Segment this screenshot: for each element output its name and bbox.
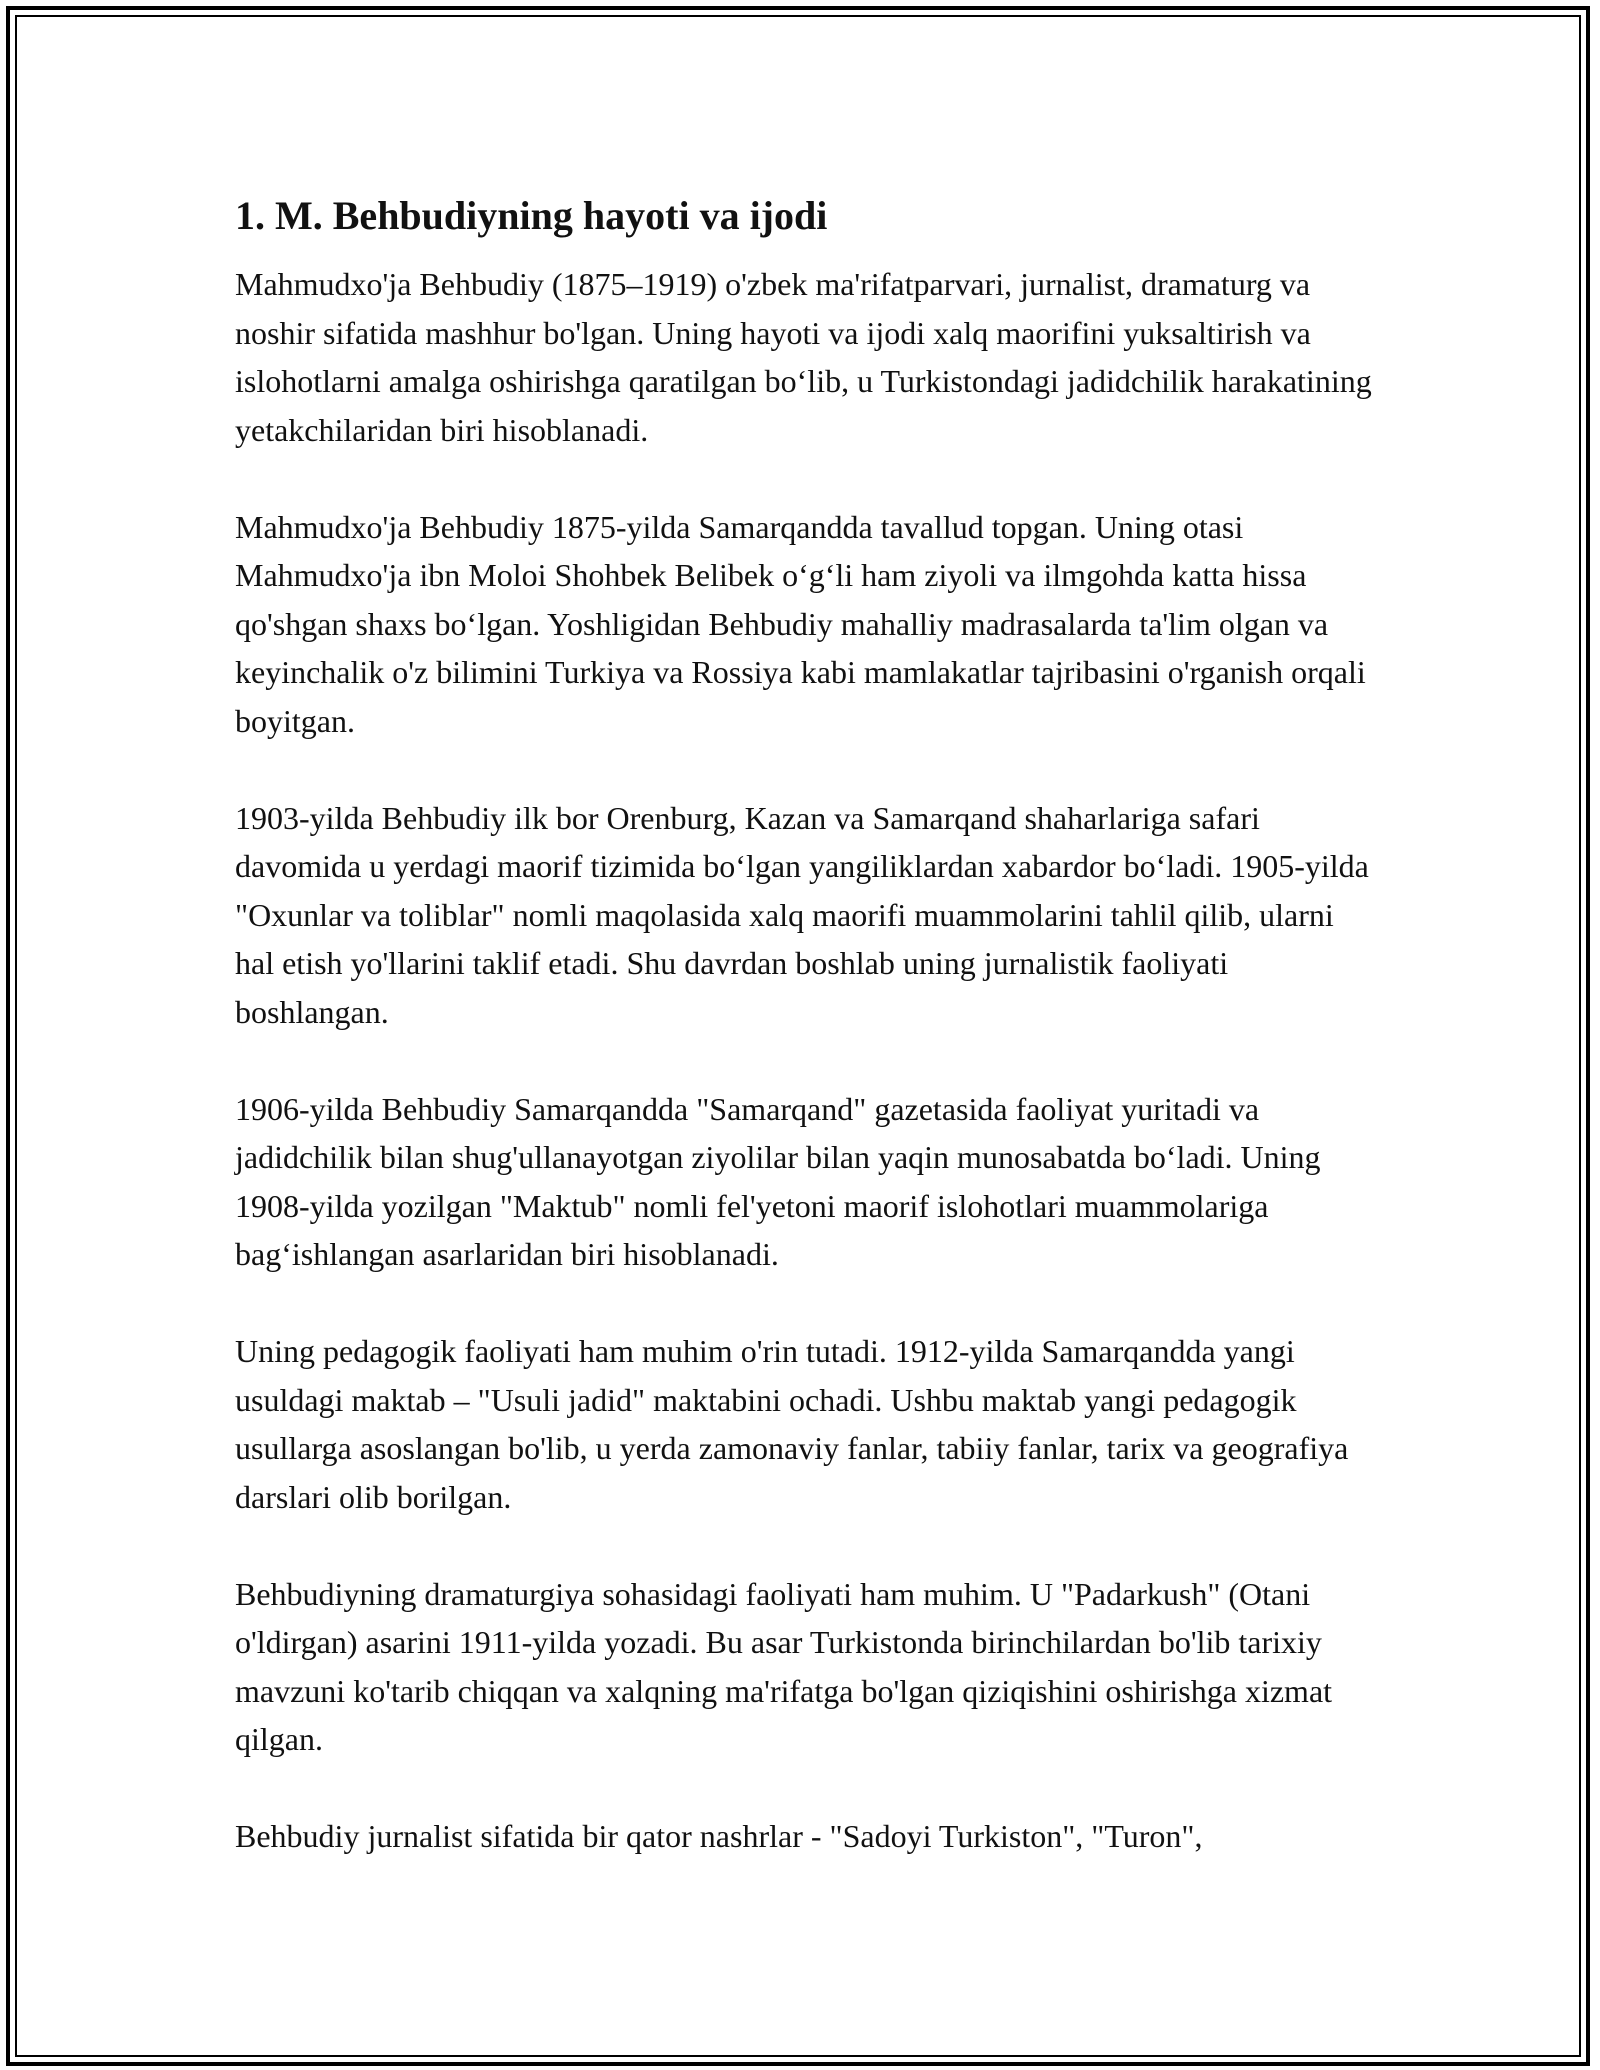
paragraph-drama: Behbudiyning dramaturgiya sohasidagi faoliyati ham muhim. U "Padarkush" (Otani o'ldirgan) asarini 1911-yilda yozadi. Bu asar Turkistonda birinchilardan bo'lib tarixiy mavzuni ko'tarib chiqqan va xalqning ma'rifatga bo'lgan qiziqishini oshirishga xizmat qilgan. [235,1575,1333,1757]
paragraph-pedagogy: Uning pedagogik faoliyati ham muhim o'rin tutadi. 1912-yilda Samarqandda yangi usuldagi maktab – "Usuli jadid" maktabini ochadi. Ushbu maktab yangi pedagogik usullarga asoslangan bo'lib, u yerda zamonaviy fanlar, tabiiy fanlar, tarix va geografiya darslari olib borilgan. [235,1333,1349,1515]
paragraph-journalism: Behbudiy jurnalist sifatida bir qator nashrlar - "Sadoyi Turkiston", "Turon", [235,1818,1203,1854]
document-body [235,190,1375,1909]
paragraph-intro: Mahmudxo'ja Behbudiy (1875–1919) o'zbek ma'rifatparvari, jurnalist, dramaturg va noshir sifatida mashhur bo'lgan. Uning hayoti va ijodi xalq maorifini yuksaltirish va islohotlarni amalga oshirishga qaratilgan bo‘lib, u Turkistondagi jadidchilik harakatining yetakchilaridan biri hisoblanadi. [235,266,1372,448]
paragraph-1903: 1903-yilda Behbudiy ilk bor Orenburg, Kazan va Samarqand shaharlariga safari davomida u yerdagi maorif tizimida bo‘lgan yangiliklardan xabardor bo‘ladi. 1905-yilda "Oxunlar va toliblar" nomli maqolasida xalq maorifi muammolarini tahlil qilib, ularni hal etish yo'llarini taklif etadi. Shu davrdan boshlab uning jurnalistik faoliyati boshlangan. [235,799,1369,1030]
document-title: 1. M. Behbudiyning hayoti va ijodi [235,193,828,238]
paragraph-birth: Mahmudxo'ja Behbudiy 1875-yilda Samarqandda tavallud topgan. Uning otasi Mahmudxo'ja ibn Moloi Shohbek Belibek o‘g‘li ham ziyoli va ilmgohda katta hissa qo'shgan shaxs bo‘lgan. Yoshligidan Behbudiy mahalliy madrasalarda ta'lim olgan va keyinchalik o'z bilimini Turkiya va Rossiya kabi mamlakatlar tajribasini o'rganish orqali boyitgan. [235,508,1366,739]
paragraph-1906: 1906-yilda Behbudiy Samarqandda "Samarqand" gazetasida faoliyat yuritadi va jadidchilik bilan shug'ullanayotgan ziyolilar bilan yaqin munosabatda bo‘ladi. Uning 1908-yilda yozilgan "Maktub" nomli fel'yetoni maorif islohotlari muammolariga bag‘ishlangan asarlaridan biri hisoblanadi. [235,1090,1321,1272]
